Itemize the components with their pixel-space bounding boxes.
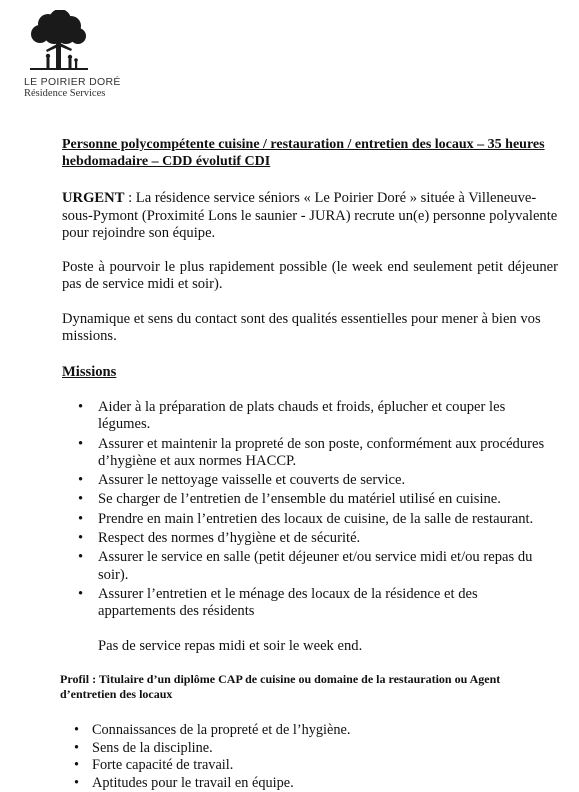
list-item: • Respect des normes d’hygiène et de sécurité.: [78, 530, 361, 547]
list-item: • Assurer l’entretien et le ménage des locaux de la résidence et des appartements des résidents: [78, 585, 478, 620]
bullet-icon: •: [78, 491, 84, 508]
logo-brand-name: LE POIRIER DORÉ: [24, 76, 121, 88]
company-logo: [22, 10, 122, 99]
poste-paragraph: Poste à pourvoir le plus rapidement possible (le week end seulement petit déjeuner pas de service midi et soir).: [62, 258, 558, 292]
missions-heading: Missions: [62, 363, 117, 380]
list-item: • Assurer et maintenir la propreté de son poste, conformément aux procédures d’hygiène et aux normes HACCP.: [78, 435, 545, 469]
weekend-note: Pas de service repas midi et soir le week end.: [98, 637, 363, 654]
bullet-icon: •: [78, 435, 84, 452]
missions-list: [62, 399, 558, 621]
bullet-icon: •: [74, 722, 80, 739]
list-item: • Se charger de l’entretien de l’ensemble du matériel utilisé en cuisine.: [78, 491, 501, 508]
urgent-label: URGENT: [62, 190, 125, 206]
bullet-icon: •: [78, 530, 84, 547]
intro-paragraph: [62, 190, 558, 243]
job-title: Personne polycompétente cuisine / restauration / entretien des locaux – 35 heures hebdomadaire – CDD évolutif CDI: [62, 137, 545, 169]
list-item: • Aider à la préparation de plats chauds et froids, éplucher et couper les légumes.: [78, 399, 506, 433]
list-item: • Assurer le service en salle (petit déjeuner et/ou service midi et/ou repas du soir).: [78, 549, 533, 583]
bullet-icon: •: [78, 510, 84, 527]
job-posting: [62, 136, 558, 792]
dynamique-paragraph: Dynamique et sens du contact sont des qualités essentielles pour mener à bien vos missions.: [62, 310, 541, 344]
bullet-icon: •: [78, 399, 84, 415]
bullet-icon: •: [78, 549, 84, 566]
logo-tagline: Résidence Services: [24, 88, 106, 99]
bullet-icon: •: [78, 472, 84, 489]
list-item: • Connaissances de la propreté et de l’hygiène.: [74, 722, 351, 739]
tree-icon: [26, 10, 90, 74]
bullet-icon: •: [78, 585, 84, 602]
bullet-icon: •: [74, 774, 80, 791]
list-item: • Aptitudes pour le travail en équipe.: [74, 774, 294, 791]
skills-list: [62, 722, 558, 792]
profil-requirement: Profil : Titulaire d’un diplôme CAP de cuisine ou domaine de la restauration ou Agent d’entretien des locaux: [60, 672, 501, 702]
list-item: • Prendre en main l’entretien des locaux de cuisine, de la salle de restaurant.: [78, 510, 534, 527]
intro-text: : La résidence service séniors « Le Poirier Doré » située à Villeneuve-sous-Pymont (Proximité Lons le saunier - JURA) recrute un(e) personne polyvalente pour rejoindre son équipe.: [62, 190, 558, 241]
list-item: • Sens de la discipline.: [74, 739, 213, 756]
list-item: • Forte capacité de travail.: [74, 757, 234, 774]
list-item: • Assurer le nettoyage vaisselle et couverts de service.: [78, 472, 406, 489]
bullet-icon: •: [74, 757, 80, 774]
bullet-icon: •: [74, 739, 80, 756]
